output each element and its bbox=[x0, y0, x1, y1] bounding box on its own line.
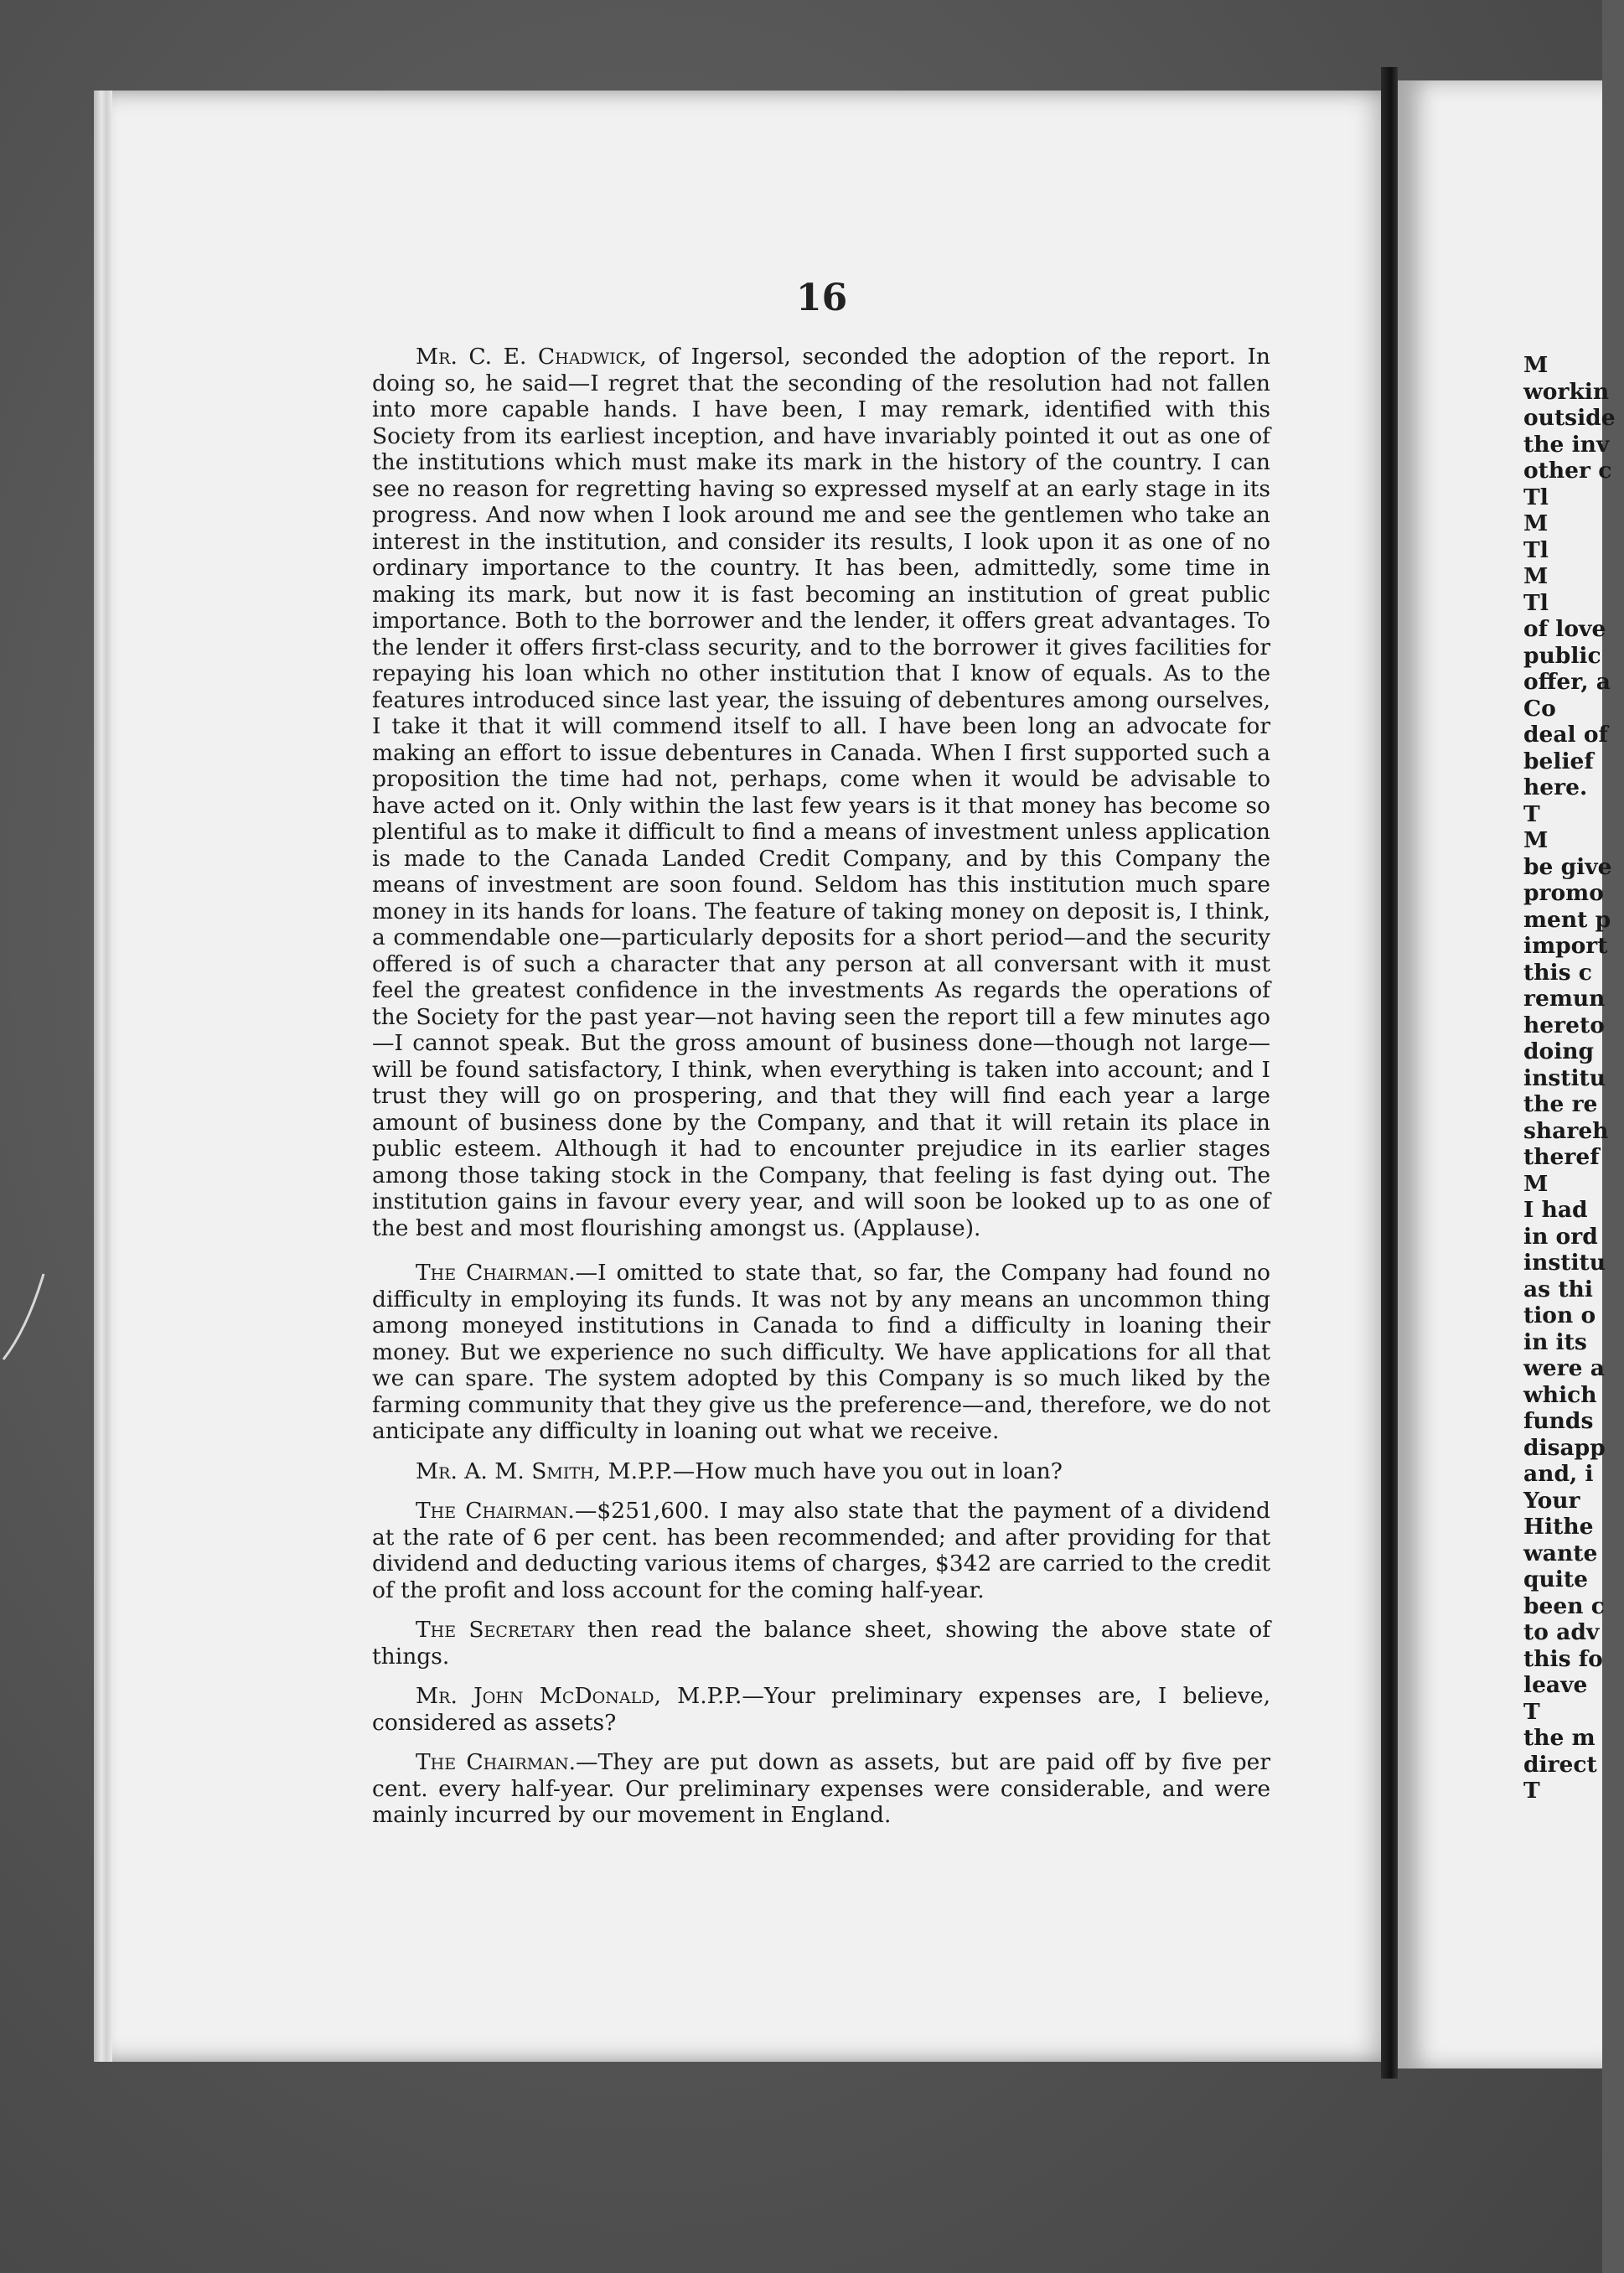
facing-page-line: M bbox=[1523, 563, 1549, 589]
book-gutter bbox=[1381, 67, 1398, 2079]
facing-page-line: disapp bbox=[1523, 1434, 1606, 1461]
facing-page-line: in ord bbox=[1523, 1223, 1598, 1250]
facing-page-line: be give bbox=[1523, 853, 1612, 880]
facing-page-line: this c bbox=[1523, 959, 1592, 986]
facing-page-line: promo bbox=[1523, 880, 1604, 906]
facing-page-line: direct bbox=[1523, 1751, 1597, 1778]
paragraph bbox=[372, 1260, 1270, 1445]
facing-page-line: been c bbox=[1523, 1592, 1605, 1619]
facing-page-line: T bbox=[1523, 1778, 1540, 1804]
facing-page-line: Tl bbox=[1523, 589, 1549, 616]
facing-page-line: T bbox=[1523, 800, 1540, 827]
speaker-name: Mr. A. M. Smith bbox=[416, 1458, 594, 1484]
facing-page-line: M bbox=[1523, 1170, 1549, 1197]
facing-page-line: remun bbox=[1523, 986, 1606, 1012]
page-fore-edge bbox=[94, 91, 112, 2062]
paragraph bbox=[372, 1617, 1270, 1670]
facing-page-line: the re bbox=[1523, 1091, 1598, 1117]
facing-page-line: quite bbox=[1523, 1566, 1588, 1592]
margin-pencil-mark bbox=[0, 1257, 50, 1375]
facing-page-line: leave bbox=[1523, 1672, 1588, 1698]
facing-page-text bbox=[1523, 352, 1624, 1804]
facing-page-line: Hithe bbox=[1523, 1514, 1594, 1540]
facing-page-line: workin bbox=[1523, 378, 1610, 405]
paragraph bbox=[372, 1683, 1270, 1736]
facing-page-line: of love bbox=[1523, 616, 1606, 642]
facing-page-line: institu bbox=[1523, 1064, 1606, 1091]
speaker-name: The Chairman bbox=[416, 1260, 569, 1286]
speaker-name: The Chairman bbox=[416, 1749, 569, 1775]
paragraph-text: , M.P.P.—How much have you out in loan? bbox=[593, 1458, 1063, 1484]
facing-page-line: to adv bbox=[1523, 1619, 1600, 1645]
speaker-name: The Chairman bbox=[416, 1498, 568, 1524]
paragraph bbox=[372, 1498, 1270, 1603]
body-text bbox=[372, 344, 1270, 1842]
facing-page-line: funds bbox=[1523, 1408, 1594, 1434]
facing-page-line: the m bbox=[1523, 1725, 1596, 1751]
facing-page-line: institu bbox=[1523, 1250, 1606, 1276]
facing-page-line: import bbox=[1523, 933, 1608, 959]
facing-page-line: theref bbox=[1523, 1144, 1600, 1170]
speaker-name: The Secretary bbox=[416, 1617, 575, 1643]
facing-page-line: Tl bbox=[1523, 484, 1549, 510]
paragraph-text: then read the balance sheet, showing the above state of things. bbox=[372, 1617, 1270, 1670]
facing-page-line: the inv bbox=[1523, 431, 1610, 458]
facing-page-line: offer, a bbox=[1523, 669, 1611, 695]
facing-page-line: were a bbox=[1523, 1355, 1605, 1381]
facing-page-line: here. bbox=[1523, 774, 1588, 800]
facing-page-line: other c bbox=[1523, 458, 1612, 484]
paragraph-text: , M.P.P.—Your preliminary expenses are, I believe, considered as assets? bbox=[372, 1683, 1271, 1736]
facing-page-line: hereto bbox=[1523, 1012, 1605, 1038]
page-number: 16 bbox=[796, 277, 848, 319]
facing-page-line: public bbox=[1523, 642, 1601, 669]
facing-page-line: deal of bbox=[1523, 722, 1608, 748]
facing-page-line: Tl bbox=[1523, 536, 1549, 563]
facing-page-line: wante bbox=[1523, 1540, 1598, 1566]
paragraph bbox=[372, 1458, 1270, 1485]
speaker-name: Mr. C. E. Chadwick bbox=[416, 344, 640, 370]
facing-page-line: shareh bbox=[1523, 1117, 1609, 1144]
facing-page-line: Co bbox=[1523, 695, 1556, 722]
paragraph-text: .—I omitted to state that, so far, the Company had found no difficulty in employing its funds. It was not by any means an uncommon thing among moneyed institutions in Canada to find a difficulty in loaning their money. But we experience no such difficulty. We have applications for all that we can spare. The system adopted by this Company is so much liked by the farming community that they give us the preference—and, therefore, we do not anticipate any difficulty in loaning out what we receive. bbox=[372, 1260, 1270, 1444]
facing-page-line: M bbox=[1523, 827, 1549, 853]
facing-page-line: outside bbox=[1523, 405, 1616, 431]
facing-page-line: I had bbox=[1523, 1197, 1588, 1223]
facing-page-line: in its bbox=[1523, 1328, 1587, 1355]
paragraph-text: .—$251,600. I may also state that the payment of a dividend at the rate of 6 per cent. has been recommended; and after providing for that dividend and deducting various items of charges, $342 are carried to the credit of the profit and loss account for the coming half-year. bbox=[372, 1498, 1270, 1603]
facing-page-line: M bbox=[1523, 352, 1549, 378]
facing-page-line: T bbox=[1523, 1698, 1540, 1725]
facing-page-line: and, i bbox=[1523, 1461, 1594, 1487]
facing-page-line: as thi bbox=[1523, 1276, 1593, 1302]
paragraph bbox=[372, 1749, 1270, 1829]
speaker-name: Mr. John McDonald bbox=[416, 1683, 654, 1709]
paragraph-text: .—They are put down as assets, but are paid off by five per cent. every half-year. Our preliminary expenses were considerable, and were mainly incurred by our movement in England. bbox=[372, 1749, 1271, 1828]
facing-page-line: tion o bbox=[1523, 1302, 1596, 1328]
facing-page-line: ment p bbox=[1523, 906, 1611, 933]
paragraph bbox=[372, 344, 1270, 1241]
paragraph-text: , of Ingersol, seconded the adoption of the report. In doing so, he said—I regret that the seconding of the resolution had not fallen into more capable hands. I have been, I may remark, identified with this Society from its earliest inception, and have invariably pointed it out as one of the institutions which must make its mark in the history of the country. I can see no reason for regretting having so expressed myself at an early stage in its progress. And now when I look around me and see the gentlemen who take an interest in the institution, and consider its results, I look upon it as one of no ordinary importance to the country. It has been, admittedly, some time in making its mark, but now it is fast becoming an institution of great public importance. Both to the borrower and the lender, it offers great advantages. To the lender it offers first-class security, and to the borrower it gives facilities for repaying his loan which no other institution that I know of equals. As to the features introduced since last year, the issuing of debentures among ourselves, I take it that it will commend itself to all. I have been long an advocate for making an effort to issue debentures in Canada. When I first supported such a proposition the time had not, perhaps, come when it would be advisable to have acted on it. Only within the last few years is it that money has become so plentiful as to make it difficult to find a means of investment unless application is made to the Canada Landed Credit Company, and by this Company the means of investment are soon found. Seldom has this institution much spare money in its hands for loans. The feature of taking money on deposit is, I think, a commendable one—particularly deposits for a short period—and the security offered is of such a character that any person at all conversant with it must feel the greatest confidence in the investments As regards the operations of the Society for the past year—not having seen the report till a few minutes ago—I cannot speak. But the gross amount of business done—though not large—will be found satisfactory, I think, when everything is taken into account; and I trust they will go on prospering, and that they will find each year a large amount of business done by the Company, and that it will retain its place in public esteem. Although it had to encounter prejudice in its earlier stages among those taking stock in the Company, that feeling is fast dying out. The institution gains in favour every year, and will soon be looked up to as one of the best and most flourishing amongst us. (Applause). bbox=[372, 344, 1270, 1241]
facing-page-line: which bbox=[1523, 1381, 1597, 1408]
facing-page-line: belief bbox=[1523, 748, 1594, 774]
facing-page-line: this fo bbox=[1523, 1645, 1603, 1672]
facing-page-line: M bbox=[1523, 510, 1549, 536]
facing-page-line: doing bbox=[1523, 1038, 1595, 1064]
facing-page-line: Your bbox=[1523, 1487, 1580, 1514]
